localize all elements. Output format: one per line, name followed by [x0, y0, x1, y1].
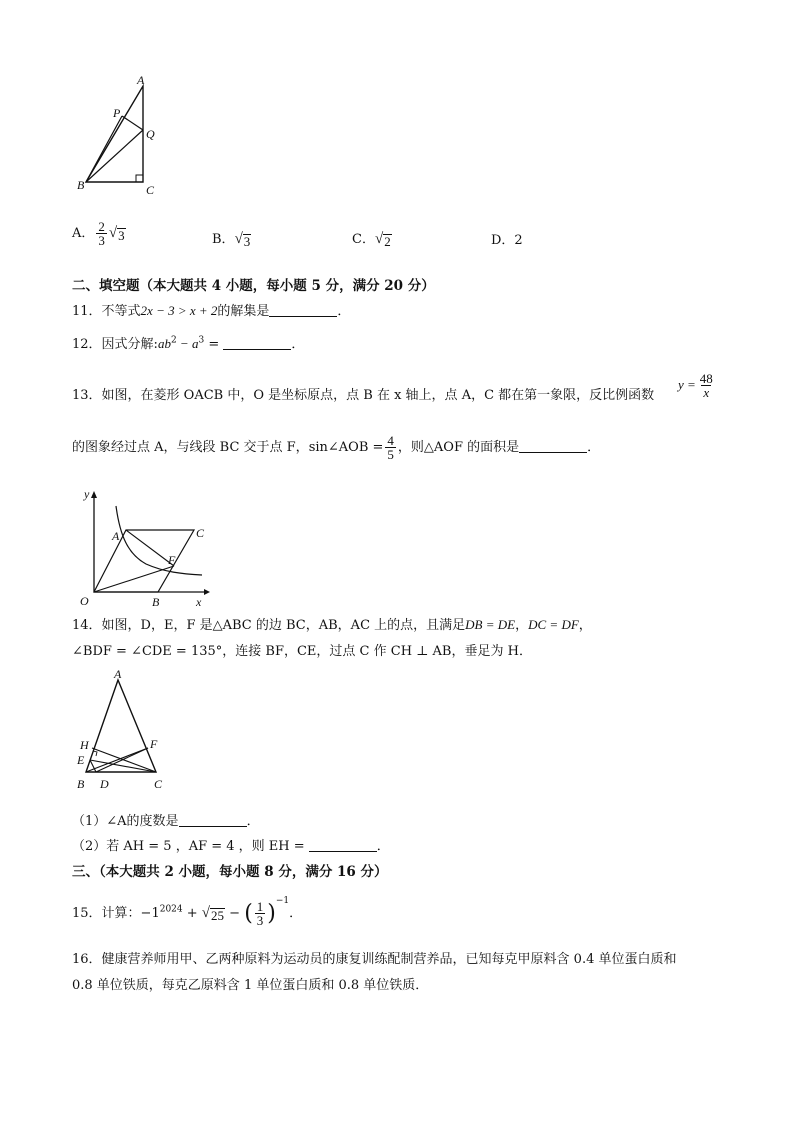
fig13-label-o: O: [80, 594, 89, 608]
q10-option-c: C． √ 2: [352, 231, 391, 249]
q13-function: y = $\frac{48}{x}$: [678, 371, 713, 400]
question-11: 11．不等式2x − 3 > x + 2的解集是 ．: [72, 303, 351, 319]
figure-q14-triangle: [74, 668, 174, 794]
fig14-label-h: H: [80, 738, 89, 752]
figure-q10-triangle: [76, 72, 166, 198]
fig14-label-b: B: [77, 777, 85, 791]
fig13-label-a: A: [112, 529, 120, 543]
q10-option-b: B． √ 3: [212, 231, 251, 249]
q14-sub2-answer-blank[interactable]: [309, 839, 377, 852]
fig13-label-b: B: [152, 595, 160, 609]
question-14-line2: ∠BDF = ∠CDE = 135°，连接 BF，CE，过点 C 作 CH ⊥ AB，垂足为 H．: [72, 644, 532, 659]
fig13-label-y: y: [84, 488, 90, 501]
fig14-label-e: E: [77, 753, 85, 767]
q11-answer-blank[interactable]: [269, 304, 337, 317]
fig10-label-b: B: [77, 178, 85, 192]
fig10-label-p: P: [113, 106, 121, 120]
q14-sub1-answer-blank[interactable]: [179, 814, 247, 827]
q12-answer-blank[interactable]: [223, 337, 291, 350]
fig13-label-f: F: [168, 553, 176, 567]
question-16-line1: 16．健康营养师用甲、乙两种原料为运动员的康复训练配制营养品，已知每克甲原料含 0.4 单位蛋白质和: [72, 952, 677, 967]
fig13-label-x: x: [196, 595, 202, 609]
question-14-sub1: （1）∠A的度数是 ．: [72, 814, 260, 829]
question-14-line1: 14．如图，D，E，F 是△ABC 的边 BC，AB，AC 上的点，且满足DB = DE，DC = DF，: [72, 617, 592, 633]
fig14-label-c: C: [154, 777, 163, 791]
q10-option-d: D．2: [491, 233, 523, 248]
question-12: 12．因式分解$:ab^2 - a^3$ = ．: [72, 335, 305, 352]
section3-heading: 三、（本大题共 2 小题，每小题 8 分，满分 16 分）: [72, 864, 388, 880]
figure-q13-rhombus: [72, 488, 212, 614]
q10-option-a: A． $\frac{2}{3}$ √ 3: [72, 219, 125, 248]
question-13-line2: 的图象经过点 A，与线段 BC 交于点 F，sin∠AOB = $\frac{4}{5}$ ，则△AOF 的面积是 ．: [72, 433, 601, 462]
fig14-label-f: F: [150, 737, 158, 751]
question-16-line2: 0.8 单位铁质，每克乙原料含 1 单位蛋白质和 0.8 单位铁质．: [72, 978, 429, 993]
question-13-line1: 13．如图，在菱形 OACB 中，O 是坐标原点，点 B 在 x 轴上，点 A，C 都在第一象限，反比例函数: [72, 388, 655, 403]
fig14-label-a: A: [114, 668, 122, 681]
question-15: 15．计算：$-1^{2024}$ + √ 25 − ( $\frac{1}{3}$ )$^{-1}$．: [72, 896, 303, 928]
fig10-label-c: C: [146, 183, 155, 197]
q13-answer-blank[interactable]: [519, 440, 587, 453]
section2-heading: 二、填空题（本大题共 4 小题，每小题 5 分，满分 20 分）: [72, 278, 435, 294]
fig10-label-q: Q: [146, 127, 155, 141]
question-14-sub2: （2）若 AH = 5 ，AF = 4 ，则 EH = ．: [72, 839, 390, 854]
fig13-label-c: C: [196, 526, 205, 540]
fig10-label-a: A: [137, 73, 145, 87]
fig14-label-d: D: [100, 777, 109, 791]
